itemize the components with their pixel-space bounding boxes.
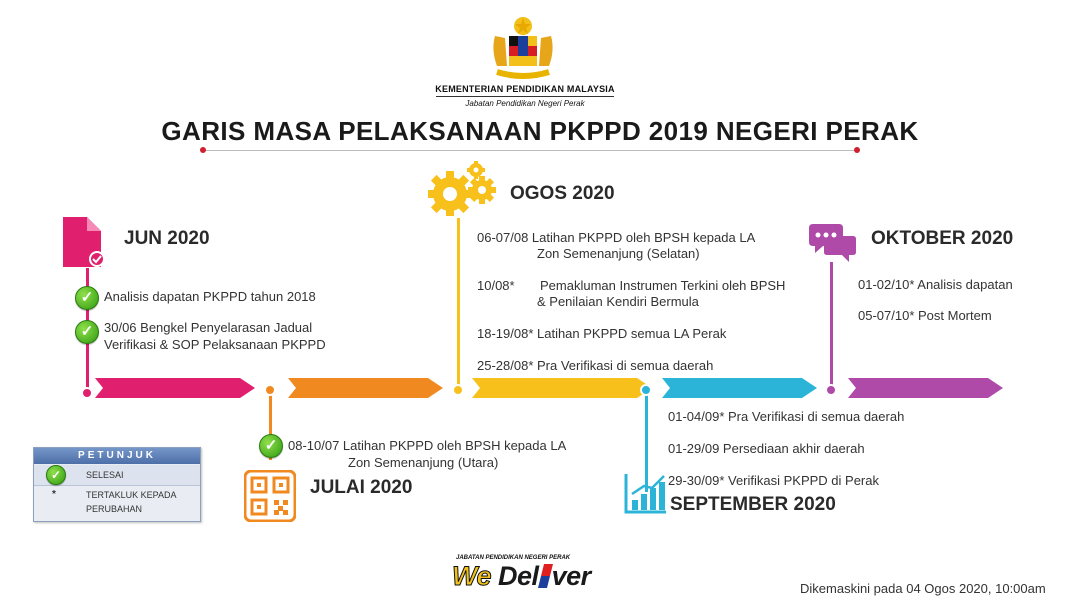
legend-row-done (34, 465, 200, 486)
last-updated-text: Dikemaskini pada 04 Ogos 2020, 10:00am (800, 581, 1046, 596)
oktober-item-2: 05-07/10* Post Mortem (858, 308, 992, 323)
ogos-node (452, 384, 464, 396)
department-name: Jabatan Pendidikan Negeri Perak (465, 99, 585, 108)
done-check-icon: ✓ (75, 320, 99, 344)
gears-icon (428, 160, 500, 216)
logo-ver: ver (551, 561, 591, 591)
done-check-icon: ✓ (259, 434, 283, 458)
oktober-node (825, 384, 837, 396)
julai-item-1: 08-10/07 Latihan PKPPD oleh BPSH kepada LA (288, 438, 567, 453)
month-label-oktober: OKTOBER 2020 (871, 228, 1014, 249)
september-node (640, 384, 652, 396)
month-label-september: SEPTEMBER 2020 (670, 494, 836, 515)
julai-node (264, 384, 276, 396)
jun-node (81, 387, 93, 399)
ogos-item-4: & Penilaian Kendiri Bermula (537, 294, 699, 309)
month-label-ogos: OGOS 2020 (510, 183, 615, 204)
julai-item-2: Zon Semenanjung (Utara) (348, 455, 499, 470)
we-deliver-logo (452, 555, 608, 593)
arrow-september (662, 378, 817, 398)
ogos-item-1: 06-07/08 Latihan PKPPD oleh BPSH kepada LA (477, 230, 756, 245)
done-check-icon: ✓ (46, 465, 66, 485)
jun-item-2: 30/06 Bengkel Penyelarasan Jadual (104, 320, 313, 335)
september-item-1: 01-04/09* Pra Verifikasi di semua daerah (668, 409, 905, 424)
oktober-connector (830, 262, 833, 386)
ogos-item-3-date: 10/08* (477, 278, 515, 293)
arrow-jun (95, 378, 255, 398)
jun-item-1: Analisis dapatan PKPPD tahun 2018 (104, 289, 316, 304)
page-title: GARIS MASA PELAKSANAAN PKPPD 2019 NEGERI PERAK (161, 116, 919, 146)
ogos-item-2: Zon Semenanjung (Selatan) (537, 246, 700, 261)
done-check-icon: ✓ (75, 286, 99, 310)
logo-subtitle: JABATAN PENDIDIKAN NEGERI PERAK (456, 555, 571, 561)
logo-we: We (452, 561, 492, 591)
september-item-2: 01-29/09 Persediaan akhir daerah (668, 441, 865, 456)
jun-item-3: Verifikasi & SOP Pelaksanaan PKPPD (104, 337, 326, 352)
legend-asterisk: * (52, 489, 56, 500)
arrow-ogos (472, 378, 652, 398)
legend-row-subject (34, 486, 200, 520)
logo-wordmark (452, 561, 608, 591)
qr-code-icon (244, 470, 296, 522)
legend-done-label: SELESAI (86, 470, 124, 480)
arrow-oktober (848, 378, 1003, 398)
ogos-connector (457, 218, 460, 388)
ogos-item-5: 18-19/08* Latihan PKPPD semua LA Perak (477, 326, 727, 341)
bar-chart-growth-icon (624, 472, 668, 514)
oktober-item-1: 01-02/10* Analisis dapatan (858, 277, 1013, 292)
ogos-item-6: 25-28/08* Pra Verifikasi di semua daerah (477, 358, 714, 373)
chat-bubbles-icon (809, 222, 857, 264)
september-item-3: 29-30/09* Verifikasi PKPPD di Perak (668, 473, 879, 488)
legend-box (33, 447, 201, 522)
legend-title: PETUNJUK (34, 448, 200, 464)
month-label-jun: JUN 2020 (124, 228, 210, 249)
legend-subject-line1: TERTAKLUK KEPADA (86, 490, 177, 500)
flag-stroke-icon (538, 564, 553, 588)
ogos-item-3: Pemakluman Instrumen Terkini oleh BPSH (540, 278, 786, 293)
legend-subject-line2: PERUBAHAN (86, 504, 143, 514)
logo-del: Del (498, 561, 539, 591)
document-check-icon (61, 215, 103, 269)
ministry-name: KEMENTERIAN PENDIDIKAN MALAYSIA (435, 84, 615, 94)
arrow-julai (288, 378, 443, 398)
month-label-julai: JULAI 2020 (310, 477, 413, 498)
